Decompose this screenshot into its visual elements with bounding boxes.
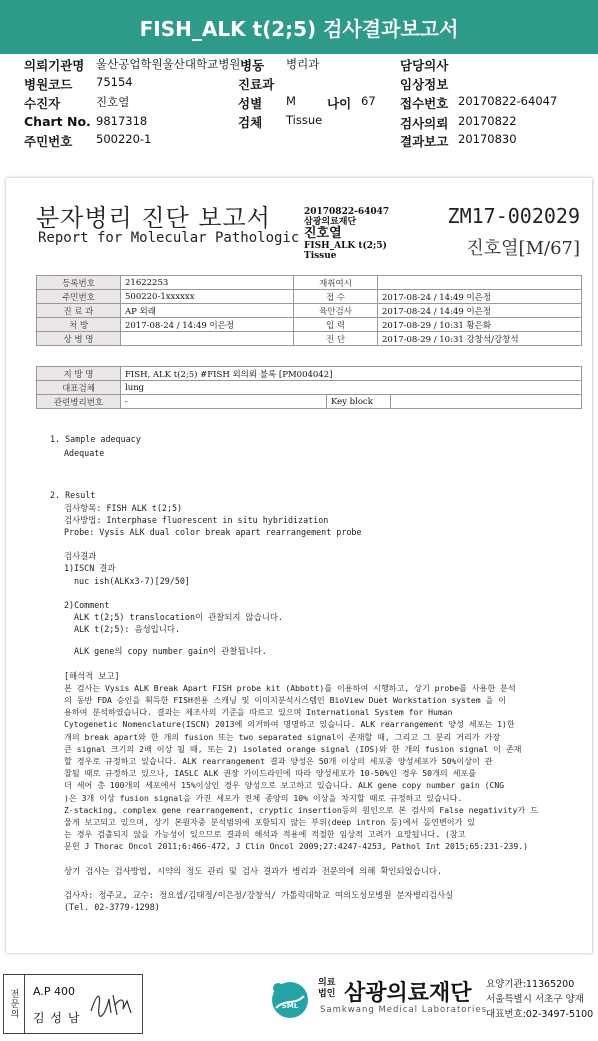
cell-value xyxy=(391,395,582,409)
specialist-box xyxy=(25,974,143,1034)
ap-number: A.P 400 xyxy=(33,985,75,998)
header-specimen: Tissue xyxy=(304,251,337,261)
cell-value xyxy=(121,332,294,346)
report-date: 20170830 xyxy=(458,132,517,146)
request-label: 검사의뢰 xyxy=(400,116,449,131)
cell-label: 접 수 xyxy=(294,290,378,304)
org-type-line: 의료 xyxy=(318,978,336,988)
report-label: 결과보고 xyxy=(400,134,449,149)
org-type xyxy=(318,978,340,1000)
interpretation-line: 의 동반 FDA 승인을 획득한 FISH전용 스캐닝 및 이미지분석시스템인 BioView Duet Workstation system 을 이 xyxy=(64,695,507,706)
report-footer xyxy=(0,964,598,1041)
sex-label: 성별 xyxy=(238,96,263,111)
specialist-name: 김 성 남 xyxy=(33,1011,81,1025)
department-label: 진료과 xyxy=(238,77,275,92)
specimen-label: 검체 xyxy=(238,115,263,130)
hospital-code-label: 병원코드 xyxy=(24,77,73,92)
comment-heading: 2)Comment xyxy=(64,599,110,610)
cell-label: 처 방 xyxy=(37,318,121,332)
cell-label: 진 단 xyxy=(294,332,378,346)
section-result-title: 2. Result xyxy=(50,490,96,501)
org-english: Samkwang Medical Laboratories xyxy=(320,1005,488,1015)
cell-value: - xyxy=(121,395,327,409)
interpretation-line: 용하여 분석하였습니다. 결과는 제조사의 기준을 따르고 있으며 International System for Human xyxy=(64,707,453,718)
sample-adequacy-value: Adequate xyxy=(64,448,105,459)
section-sample-title: 1. Sample adequacy xyxy=(50,434,141,444)
cell-label: 육안검사 xyxy=(294,304,378,318)
institution-value: 울산공업학원울산대학교병원 xyxy=(96,57,241,71)
sml-logo-icon xyxy=(268,978,308,1022)
cell-value: 2017-08-24 / 14:49 이은정 xyxy=(121,318,294,332)
iscn-result: nuc ish(ALKx3-7)[29/50] xyxy=(74,575,190,586)
sex-value: M xyxy=(286,94,296,108)
cell-label: 입 력 xyxy=(294,318,378,332)
cell-label: 지 방 명 xyxy=(37,367,121,381)
patient-label: 수진자 xyxy=(24,96,61,111)
table-row xyxy=(37,276,582,290)
table-row xyxy=(37,395,582,409)
interpretation-line: 물게 보고되고 있으며, 상기 본원자중 분석범위에 포함되지 않는 부위(deep intron 등)에서 돌연변이가 있 xyxy=(64,817,476,828)
order-table xyxy=(36,366,582,409)
age-label: 나이 xyxy=(327,96,352,111)
org-phone: 대표번호:02-3497-5100 xyxy=(486,1009,594,1020)
cell-value: AP 외래 xyxy=(121,304,294,318)
cell-value: 21622253 xyxy=(121,276,294,290)
signature-icon xyxy=(87,987,135,1021)
table-row xyxy=(37,332,582,346)
contact-block xyxy=(486,977,593,1022)
sml-text: SML xyxy=(281,1002,299,1010)
header-patient-name: 진호열 xyxy=(304,226,342,241)
cell-value: 2017-08-29 / 10:31 황은화 xyxy=(378,318,582,332)
interpretation-line: 큰 signal 크기의 2배 이상 될 때, 또는 2) isolated orange signal (IOS)와 한 개의 fusion signal 이 존재 xyxy=(64,743,522,754)
interpretation-line: 본 검사는 Vysis ALK Break Apart FISH probe kit (Abbott)를 이용하여 시행하고, 상기 probe를 사용한 분석 xyxy=(64,682,516,693)
interpretation-line: 는 경우 검출되지 않을 가능성이 있으므로 결과의 해석과 적용에 적절한 임상적 고려가 요망됩니다. (참고 xyxy=(64,829,466,840)
comment-line: ALK t(2;5): 음성입니다. xyxy=(74,624,180,635)
table-row xyxy=(37,381,582,395)
clinical-info-label: 임상정보 xyxy=(400,77,449,92)
org-type-line: 법인 xyxy=(318,989,336,999)
scan-header-box xyxy=(304,207,389,261)
doctor-label: 담당의사 xyxy=(400,58,449,73)
examiners: 검사자: 정주교, 교수: 정요셉/김태정/이은정/강창석/ 가톨릭대학교 여의도성모병원 분자병리검사실 xyxy=(64,889,454,900)
interpretation-line: 개의 break apart와 한 개의 fusion 또는 two separated signal이 존재할 때, 그리고 그 분리 거리가 가장 xyxy=(64,731,501,742)
org-address: 서울특별시 서초구 양재 xyxy=(486,994,584,1005)
cell-value xyxy=(378,276,582,290)
header-org: 삼광의료재단 xyxy=(304,217,357,227)
report-body xyxy=(50,433,580,913)
result-item: 검사항목: FISH ALK t(2;5) xyxy=(64,502,183,513)
institution-label: 의뢰기관명 xyxy=(24,58,85,73)
scanned-report xyxy=(6,178,592,953)
iscn-heading: 1)ISCN 결과 xyxy=(64,563,116,574)
lab-phone: (Tel. 02-3779-1298) xyxy=(64,902,160,913)
patient-tag: 진호열[M/67] xyxy=(466,238,580,259)
cell-label: 등록번호 xyxy=(37,276,121,290)
interpretation-line: 문헌 J Thorac Oncol 2011;6:466-472, J Clin Oncol 2009;27:4247-4253, Pathol Int 2015;65:231-239.) xyxy=(64,841,528,852)
interpretation-line: Z-stacking, complex gene rearrangement, cryptic insertion등의 원인으로 본 검사의 False negativity가 드 xyxy=(64,804,538,815)
hospital-code-value: 75154 xyxy=(96,75,133,89)
specialist-label: 전문의 xyxy=(3,974,25,1034)
rrn-value: 500220-1 xyxy=(96,132,152,146)
cell-label: 진 료 과 xyxy=(37,304,121,318)
cell-value: 2017-08-24 / 14:49 이은정 xyxy=(378,290,582,304)
cell-value: 2017-08-24 / 14:49 이은정 xyxy=(378,304,582,318)
result-probe: Probe: Vysis ALK dual color break apart rearrangement probe xyxy=(64,527,362,538)
registration-table xyxy=(36,275,582,346)
verification-note: 상기 검사는 검사방법, 시약의 정도 관리 및 검사 결과가 병리과 전문의에 의해 확인되었습니다. xyxy=(64,865,443,876)
header-accession: 20170822-64047 xyxy=(304,207,390,217)
interpretation-heading: [해석적 보고] xyxy=(64,670,120,681)
patient-name: 진호열 xyxy=(96,95,130,109)
chart-label: Chart No. xyxy=(24,114,91,129)
table-row xyxy=(37,304,582,318)
accession-value: 20170822-64047 xyxy=(458,94,558,108)
specimen-value: Tissue xyxy=(286,113,323,127)
header-test: FISH_ALK t(2;5) xyxy=(304,241,387,251)
accession-label: 접수번호 xyxy=(400,96,449,111)
comment-line: ALK gene의 copy number gain이 관찰됩니다. xyxy=(74,646,267,657)
cell-label: 관련병리번호 xyxy=(37,395,121,409)
age-value: 67 xyxy=(361,94,376,108)
cell-label: 주민번호 xyxy=(37,290,121,304)
ward-label: 병동 xyxy=(240,58,265,73)
report-title-banner xyxy=(0,0,598,54)
cell-value: FISH, ALK t(2;5) #FISH 외의뢰 불록 [PM004042] xyxy=(121,367,582,381)
result-method: 검사방법: Interphase fluorescent in situ hybridization xyxy=(64,514,329,525)
interpretation-line: )은 3개 이상 fusion signal을 가진 세포가 전체 종양의 10% 이상을 차지할 때로 규정하고 있습니다. xyxy=(64,792,463,803)
table-row xyxy=(37,367,582,381)
cell-label: 재취여시 xyxy=(294,276,378,290)
zm-number: ZM17-002029 xyxy=(447,204,580,228)
scan-title-korean: 분자병리 진단 보고서 xyxy=(36,204,271,232)
table-row xyxy=(37,290,582,304)
interpretation-line: 찰될 때로 규정하고 있으나, IASLC ALK 권장 가이드라인에 따라 양성세포가 10-50%인 경우 50개의 세포를 xyxy=(64,768,477,779)
rrn-label: 주민번호 xyxy=(24,134,73,149)
institution-code: 요양기관:11365200 xyxy=(486,979,575,990)
interpretation-line: 더 세어 총 100개의 세포에서 15%이상인 경우 양성으로 보고하고 있습니다. ALK gene copy number gain (CNG xyxy=(64,780,505,791)
cell-value: lung xyxy=(121,381,582,395)
ward-value: 병리과 xyxy=(286,57,320,71)
cell-value: 2017-08-29 / 10:31 강창석/강창석 xyxy=(378,332,582,346)
cell-label: 대표검체 xyxy=(37,381,121,395)
cell-label: Key block xyxy=(327,395,391,409)
cell-value: 500220-1xxxxxx xyxy=(121,290,294,304)
patient-info-panel xyxy=(0,54,598,152)
chart-value: 9817318 xyxy=(96,114,148,128)
comment-line: ALK t(2;5) translocation이 관찰되지 않습니다. xyxy=(74,612,283,623)
table-row xyxy=(37,318,582,332)
report-title: FISH_ALK t(2;5) 검사결과보고서 xyxy=(139,16,459,41)
scan-title-english: Report for Molecular Pathologic xyxy=(38,230,300,246)
cell-label: 상 병 명 xyxy=(37,332,121,346)
request-date: 20170822 xyxy=(458,114,517,128)
interpretation-line: Cytogenetic Nomenclature(ISCN) 2013에 의거하여 명명하고 있습니다. ALK rearrangement 양성 세포는 1)한 xyxy=(64,719,515,730)
org-name: 삼광의료재단 xyxy=(344,981,472,1006)
interpretation-line: 할 경우로 규정하고 있습니다. ALK rearrangement 결과 양성은 50개 이상의 세포중 양성세포가 50%이상이 관 xyxy=(64,756,493,767)
interpretation-text xyxy=(50,682,580,853)
result-heading: 검사결과 xyxy=(64,551,97,562)
